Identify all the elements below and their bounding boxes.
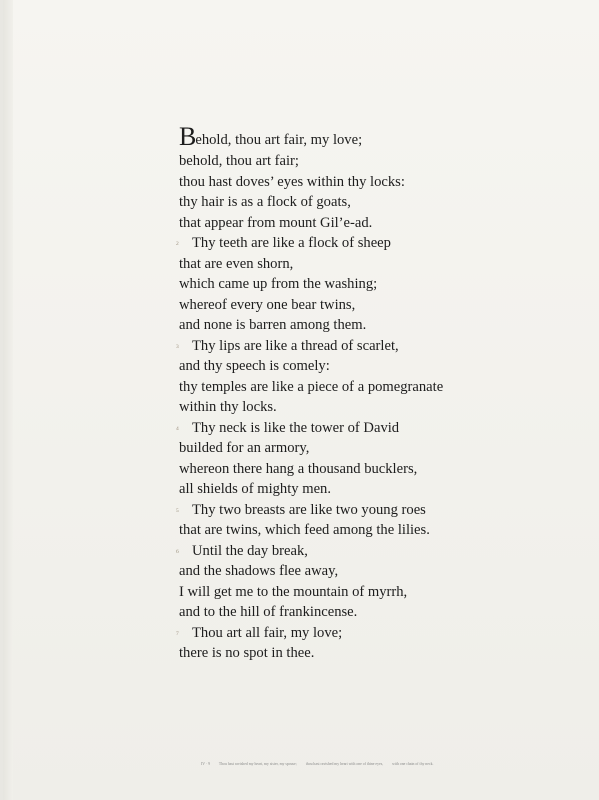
poem-line (179, 315, 559, 336)
poem-line-text: and none is barren among them. (179, 317, 367, 333)
footer-ref: IV · 9 (201, 762, 210, 766)
verse-number: 7 (176, 630, 179, 637)
poem-line-text: whereon there hang a thousand bucklers, (179, 460, 418, 477)
poem-line-text: I will get me to the mountain of myrrh, (179, 583, 408, 600)
poem-line (176, 418, 559, 439)
paper-deckle-edge (3, 0, 13, 800)
poem-line (179, 459, 559, 480)
first-line-text: ehold, thou art fair, my love; (195, 132, 363, 148)
poem-line (176, 541, 559, 562)
verse-number: 3 (176, 343, 179, 350)
footer-note (201, 762, 441, 766)
poem-line (179, 356, 559, 377)
poem-text-block (176, 122, 559, 664)
poem-line (179, 377, 559, 398)
poem-line (179, 295, 559, 316)
poem-line-text: builded for an armory, (179, 440, 310, 456)
poem-line (176, 233, 559, 254)
poem-line (176, 623, 559, 644)
footer-text-b: thou hast ravished my heart with one of thine eyes, (305, 762, 384, 766)
poem-line-text: behold, thou art fair; (179, 153, 299, 169)
poem-line (179, 254, 559, 275)
poem-line-text: which came up from the washing; (179, 276, 378, 292)
poem-line (176, 500, 559, 521)
poem-line (179, 438, 559, 459)
poem-line (179, 213, 559, 234)
poem-line-text: there is no spot in thee. (179, 645, 315, 661)
footer-text-c: with one chain of thy neck. (392, 762, 434, 766)
poem-line-text: within thy locks. (179, 399, 277, 415)
poem-line-text: Thy teeth are like a flock of sheep (192, 235, 391, 251)
poem-line-text: Thou art all fair, my love; (192, 624, 343, 641)
poem-line (179, 151, 559, 172)
poem-line-text: Thy neck is like the tower of David (192, 419, 400, 436)
verse-number: 6 (176, 548, 179, 555)
poem-line-text: thy hair is as a flock of goats, (179, 194, 351, 210)
poem-line (179, 172, 559, 193)
poem-line-text: Until the day break, (192, 542, 308, 559)
poem-line (179, 643, 559, 664)
poem-line (179, 479, 559, 500)
poem-line (179, 397, 559, 418)
poem-line-text: thy temples are like a piece of a pomegranate (179, 378, 444, 395)
verse-number: 4 (176, 425, 179, 432)
poem-line (179, 561, 559, 582)
poem-line (176, 336, 559, 357)
drop-cap: B (179, 122, 196, 151)
poem-lines (176, 151, 559, 664)
poem-line (179, 520, 559, 541)
poem-line (179, 582, 559, 603)
poem-line-text: that appear from mount Gil’e-ad. (179, 214, 373, 231)
poem-first-line (179, 122, 559, 151)
footer-text-a: Thou hast ravished my heart, my sister, my spouse; (218, 762, 297, 766)
poem-line (179, 602, 559, 623)
poem-line-text: and to the hill of frankincense. (179, 604, 358, 620)
poem-line-text: that are even shorn, (179, 255, 294, 272)
poem-line-text: whereof every one bear twins, (179, 296, 356, 313)
poem-line (179, 192, 559, 213)
poem-line-text: and thy speech is comely: (179, 358, 330, 374)
poem-line-text: thou hast doves’ eyes within thy locks: (179, 173, 405, 190)
verse-number: 5 (176, 507, 179, 514)
poem-line-text: all shields of mighty men. (179, 481, 332, 497)
poem-line (179, 274, 559, 295)
verse-number: 2 (176, 241, 179, 247)
poem-line-text: and the shadows flee away, (179, 563, 339, 579)
poem-line-text: Thy lips are like a thread of scarlet, (192, 337, 399, 354)
poem-line-text: that are twins, which feed among the lilies. (179, 522, 430, 538)
poem-line-text: Thy two breasts are like two young roes (192, 501, 426, 518)
